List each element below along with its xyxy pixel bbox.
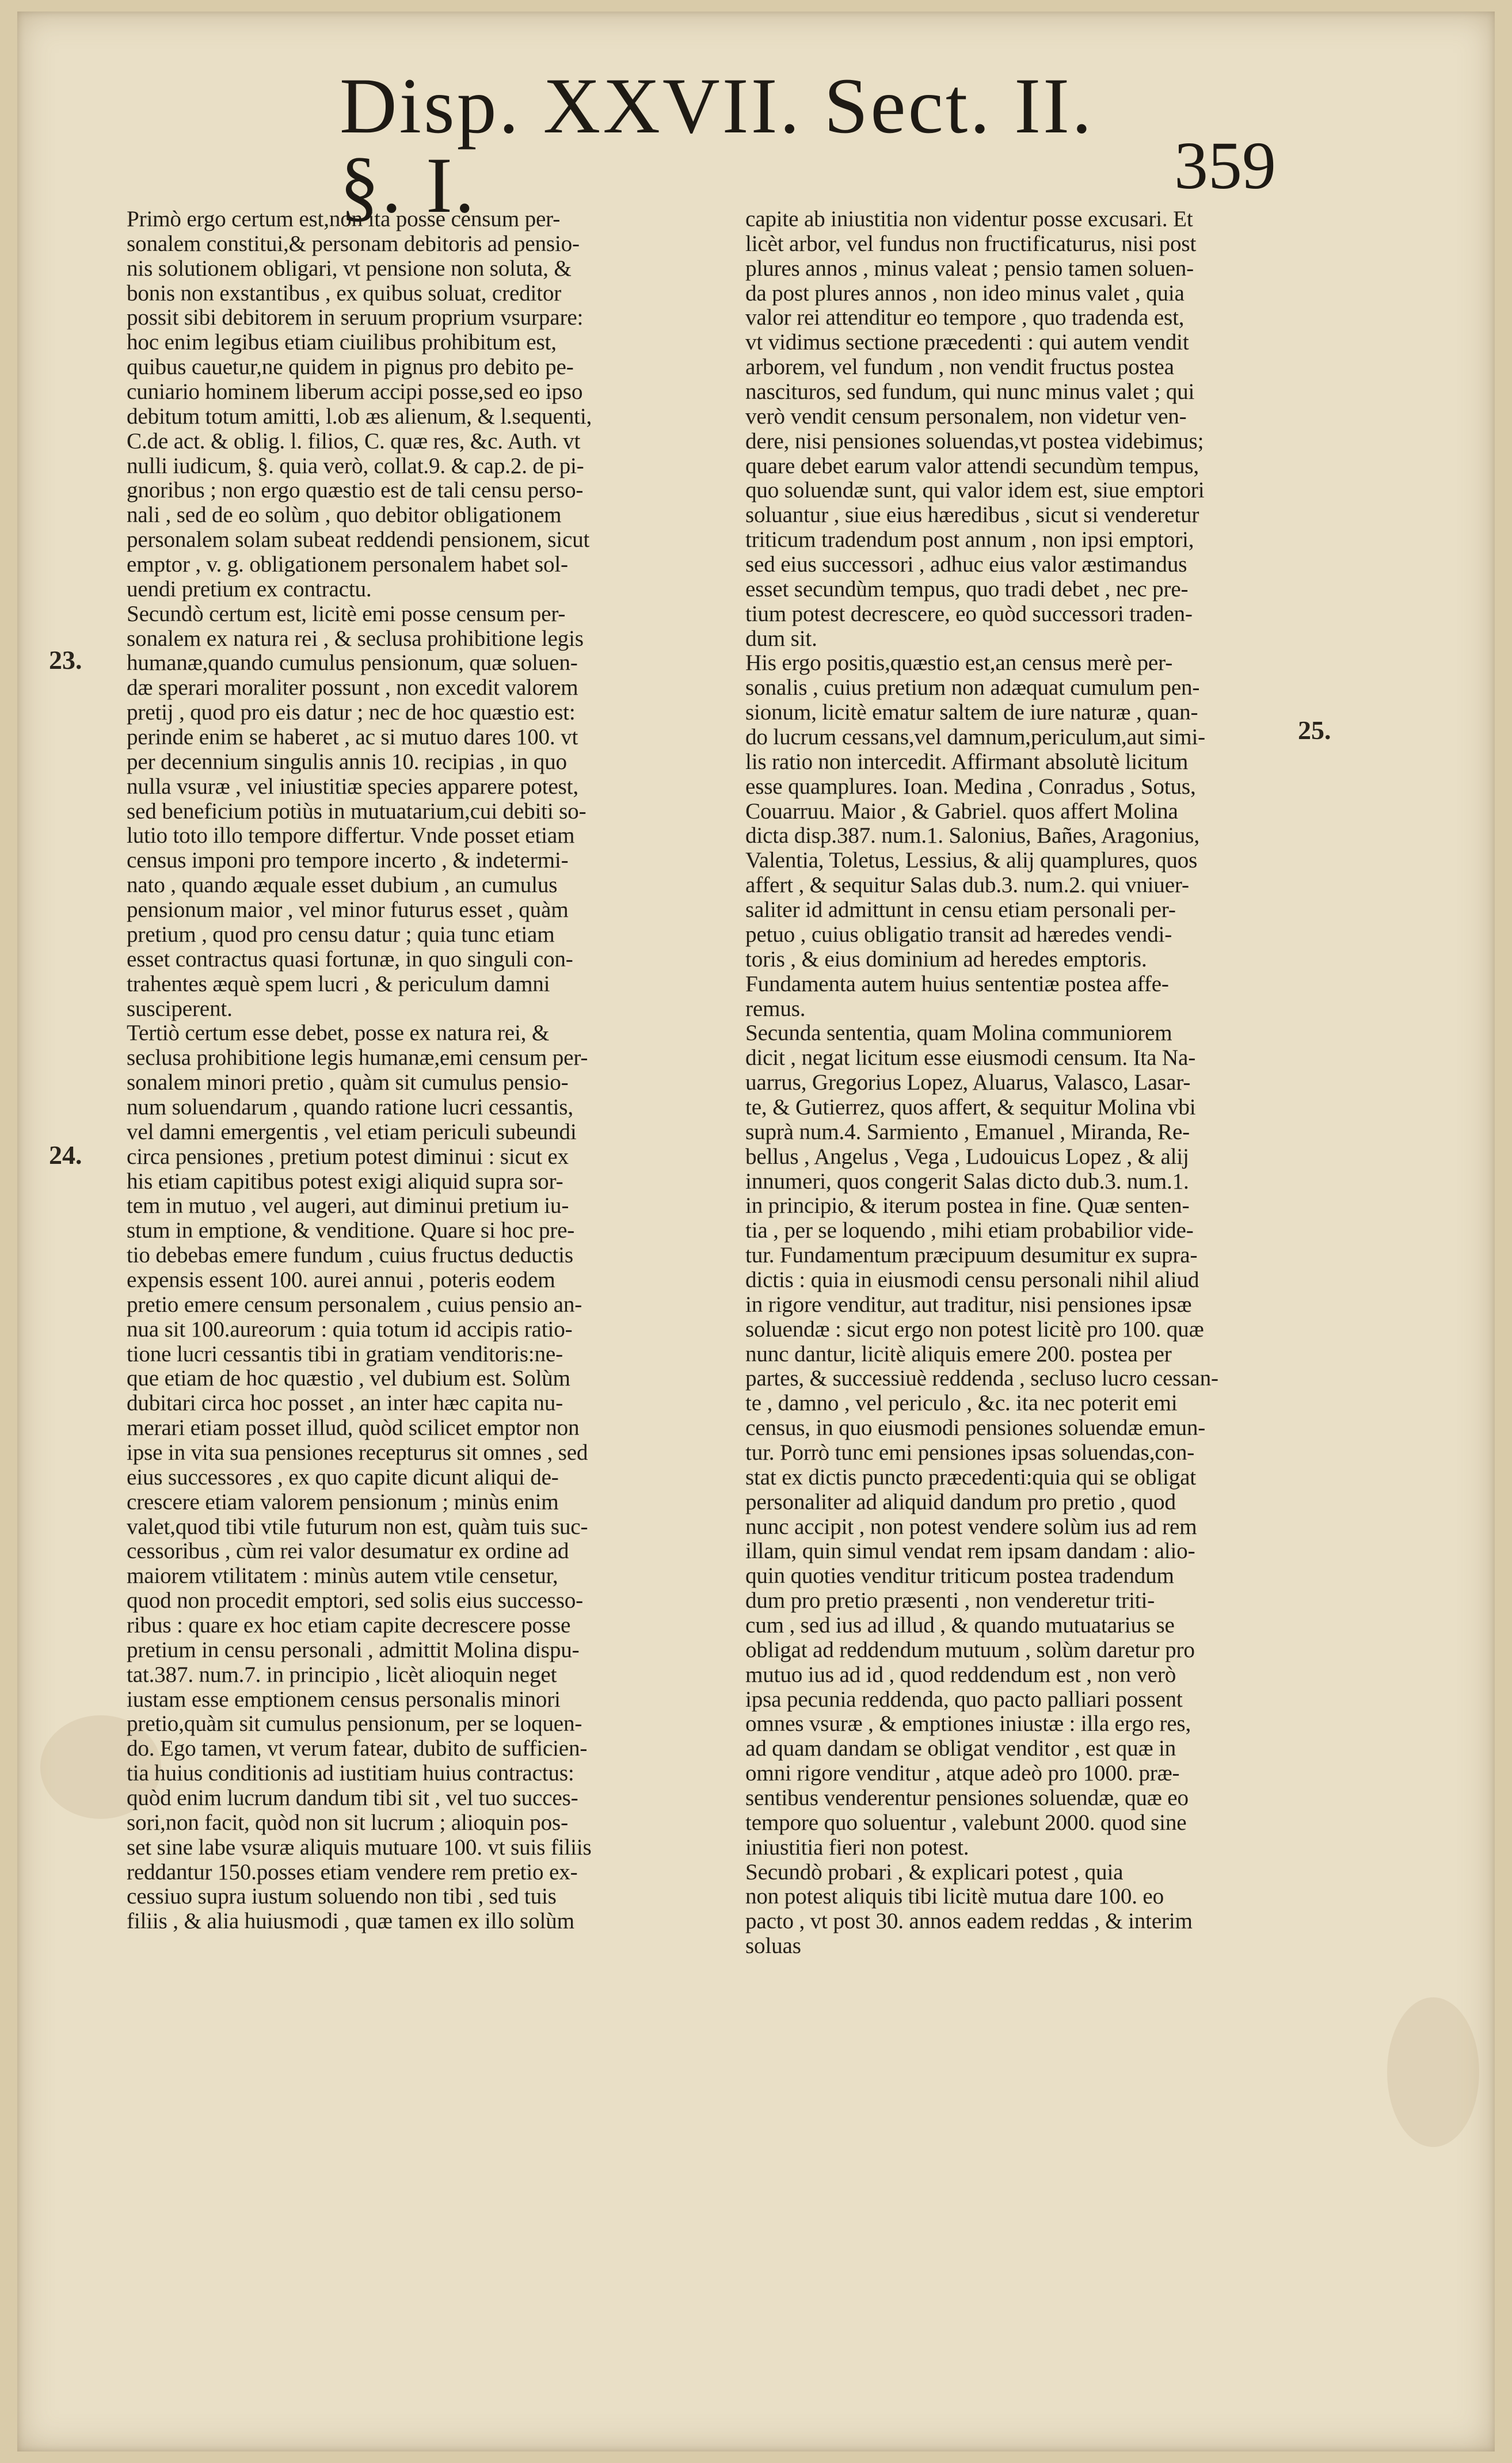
text-line: soluas (745, 1933, 801, 1959)
text-line: filiis , & alia huiusmodi , quæ tamen ex illo solùm (127, 1909, 574, 1934)
text-line: in rigore venditur, aut traditur, nisi pensiones ipsæ (745, 1292, 1192, 1317)
text-line: do lucrum cessans,vel damnum,periculum,aut simi- (745, 725, 1206, 750)
text-line: eius successores , ex quo capite dicunt aliqui de- (127, 1464, 559, 1490)
text-line: uendi pretium ex contractu. (127, 576, 372, 602)
text-line: pretio,quàm sit cumulus pensionum, per se loquen- (127, 1711, 582, 1737)
text-line: esset secundùm tempus, quo tradi debet , nec pre- (745, 576, 1189, 602)
text-line: sionum, licitè ematur saltem de iure naturæ , quan- (745, 700, 1198, 725)
text-line: nunc accipit , non potest vendere solùm ius ad rem (745, 1514, 1197, 1539)
text-line: sentibus venderentur pensiones soluendæ, quæ eo (745, 1786, 1189, 1810)
text-line: nis solutionem obligari, vt pensione non soluta, & (127, 256, 572, 281)
text-line: uarrus, Gregorius Lopez, Aluarus, Valasco, Lasar- (745, 1070, 1191, 1095)
text-line: que etiam de hoc quæstio , vel dubium est. Solùm (127, 1366, 570, 1391)
text-line: licèt arbor, vel fundus non fructificaturus, nisi post (745, 231, 1197, 256)
text-line: esse quamplures. Ioan. Medina , Conradus , Sotus, (745, 774, 1196, 799)
text-line: nulla vsuræ , vel iniustitiæ species apparere potest, (127, 774, 578, 799)
text-line: personaliter ad aliquid dandum pro pretio , quod (745, 1489, 1176, 1514)
text-line: sonalem constitui,& personam debitoris ad pensio- (127, 231, 580, 256)
text-line: pretio emere censum personalem , cuius pensio an- (127, 1292, 582, 1317)
text-line: sonalem ex natura rei , & seclusa prohibitione legis (127, 626, 584, 651)
text-line: quare debet earum valor attendi secundùm tempus, (745, 453, 1199, 478)
text-line: humanæ,quando cumulus pensionum, quæ soluen- (127, 650, 578, 676)
text-line: arborem, vel fundum , non vendit fructus postea (745, 355, 1174, 380)
text-line: sonalis , cuius pretium non adæquat cumulum pen- (745, 675, 1200, 701)
text-line: lutio toto illo tempore differtur. Vnde posset etiam (127, 823, 575, 848)
text-line: esset contractus quasi fortunæ, in quo singuli con- (127, 946, 573, 972)
text-line: ipse in vita sua pensiones recepturus sit omnes , sed (127, 1440, 588, 1465)
text-line: saliter id admittunt in censu etiam personali per- (745, 897, 1176, 923)
text-line: obligat ad reddendum mutuum , solùm daretur pro (745, 1637, 1195, 1662)
text-line: valet,quod tibi vtile futurum non est, quàm tuis suc- (127, 1514, 588, 1539)
text-line: nulli iudicum, §. quia verò, collat.9. & cap.2. de pi- (127, 453, 584, 478)
text-line: ipsa pecunia reddenda, quo pacto palliari possent (745, 1687, 1183, 1712)
text-line: debitum totum amitti, l.ob æs alienum, & l.sequenti, (127, 403, 592, 429)
right-text-column (745, 207, 1292, 1959)
text-line: hoc enim legibus etiam ciuilibus prohibitum est, (127, 330, 557, 355)
text-line: crescere etiam valorem pensionum ; minùs enim (127, 1489, 559, 1514)
text-line: capite ab iniustitia non videntur posse excusari. Et (745, 207, 1193, 231)
text-line: expensis essent 100. aurei annui , poteris eodem (127, 1267, 555, 1292)
text-line: Secundò probari , & explicari potest , quia (745, 1859, 1123, 1885)
text-line: nato , quando æquale esset dubium , an cumulus (127, 873, 558, 898)
page-number: 359 (1174, 128, 1276, 203)
text-line: iniustitia fieri non potest. (745, 1834, 969, 1860)
text-line: census imponi pro tempore incerto , & indetermi- (127, 848, 569, 873)
text-line: Tertiò certum esse debet, posse ex natura rei, & (127, 1021, 550, 1046)
text-line: omnes vsuræ , & emptiones iniustæ : illa ergo res, (745, 1711, 1191, 1737)
text-line: Secundò certum est, licitè emi posse censum per- (127, 601, 566, 626)
text-line: quibus cauetur,ne quidem in pignus pro debito pe- (127, 355, 574, 380)
text-line: bonis non exstantibus , ex quibus soluat, creditor (127, 280, 562, 306)
text-line: tia , per se loquendo , mihi etiam probabilior vide- (745, 1218, 1194, 1243)
text-line: seclusa prohibitione legis humanæ,emi censum per- (127, 1045, 588, 1071)
text-line: te, & Gutierrez, quos affert, & sequitur Molina vbi (745, 1094, 1196, 1120)
text-line: possit sibi debitorem in seruum proprium vsurpare: (127, 305, 584, 330)
text-line: maiorem vtilitatem : minùs autem vtile censetur, (127, 1563, 558, 1589)
text-line: da post plures annos , non ideo minus valet , quia (745, 280, 1185, 306)
text-line: nali , sed de eo solùm , quo debitor obligationem (127, 503, 562, 528)
text-line: cessiuo supra iustum soluendo non tibi , sed tuis (127, 1884, 557, 1909)
text-line: sed eius successori , adhuc eius valor æstimandus (745, 552, 1187, 577)
text-line: Secunda sententia, quam Molina communiorem (745, 1021, 1172, 1046)
text-line: census, in quo eiusmodi pensiones soluendæ emun- (745, 1415, 1206, 1441)
text-line: num soluendarum , quando ratione lucri cessantis, (127, 1094, 573, 1120)
text-line: triticum tradendum post annum , non ipsi emptori, (745, 527, 1194, 553)
text-line: tempore quo soluentur , valebunt 2000. quod sine (745, 1810, 1187, 1835)
text-line: pretium in censu personali , admittit Molina dispu- (127, 1637, 580, 1662)
text-line: illam, quin simul vendat rem ipsam dandam : alio- (745, 1539, 1195, 1564)
text-line: do. Ego tamen, vt verum fatear, dubito de sufficien- (127, 1736, 588, 1761)
text-line: circa pensiones , pretium potest diminui : sicut ex (127, 1144, 569, 1169)
paper-stain (1387, 1997, 1479, 2147)
text-line: vt vidimus sectione præcedenti : qui autem vendit (745, 330, 1189, 355)
text-line: dicit , negat licitum esse eiusmodi censum. Ita Na- (745, 1045, 1196, 1071)
text-line: affert , & sequitur Salas dub.3. num.2. qui vniuer- (745, 873, 1189, 898)
text-line: non potest aliquis tibi licitè mutua dare 100. eo (745, 1884, 1164, 1909)
text-line: nascituros, sed fundum, qui nunc minus valet ; qui (745, 379, 1195, 405)
text-line: tur. Porrò tunc emi pensiones ipsas soluendas,con- (745, 1440, 1195, 1465)
text-line: tat.387. num.7. in principio , licèt alioquin neget (127, 1662, 557, 1687)
text-line: nunc dantur, licitè aliquis emere 200. postea per (745, 1341, 1172, 1366)
text-line: Fundamenta autem huius sententiæ postea affe- (745, 971, 1169, 996)
text-line: soluantur , siue eius hæredibus , sicut si venderetur (745, 503, 1199, 528)
text-line: bellus , Angelus , Vega , Ludouicus Lopez , & alij (745, 1144, 1189, 1169)
text-line: sed beneficium potiùs in mutuatarium,cui debiti so- (127, 798, 586, 824)
left-text-column (127, 207, 702, 1934)
text-line: lis ratio non intercedit. Affirmant absolutè licitum (745, 749, 1189, 774)
text-line: Valentia, Toletus, Lessius, & alij quamplures, quos (745, 848, 1198, 873)
text-line: omni rigore venditur , atque adeò pro 1000. præ- (745, 1761, 1180, 1786)
running-header: Disp. XXVII. Sect. II. §. I. (340, 62, 1094, 229)
text-line: quin quoties venditur triticum postea tradendum (745, 1563, 1174, 1589)
text-line: tem in mutuo , vel augeri, aut diminui pretium iu- (127, 1193, 569, 1219)
text-line: partes, & successiuè reddenda , secluso lucro cessan- (745, 1366, 1218, 1391)
text-line: petuo , cuius obligatio transit ad hæredes vendi- (745, 922, 1172, 947)
text-line: pensionum maior , vel minor futurus esset , quàm (127, 897, 569, 923)
text-line: Primò ergo certum est,non ita posse censum per- (127, 207, 561, 231)
text-line: trahentes æquè spem lucri , & periculum damni (127, 971, 550, 996)
text-line: reddantur 150.posses etiam vendere rem pretio ex- (127, 1859, 578, 1885)
text-line: dere, nisi pensiones soluendas,vt postea videbimus; (745, 428, 1204, 454)
text-line: Couarruu. Maior , & Gabriel. quos affert Molina (745, 798, 1178, 824)
text-line: stum in emptione, & venditione. Quare si hoc pre- (127, 1218, 575, 1243)
text-line: dum sit. (745, 626, 817, 651)
text-line: te , damno , vel periculo , &c. ita nec poterit emi (745, 1391, 1178, 1416)
text-line: remus. (745, 996, 806, 1021)
margin-number-24: 24. (49, 1140, 82, 1170)
margin-number-23: 23. (49, 645, 82, 675)
text-line: toris , & eius dominium ad heredes emptoris. (745, 946, 1147, 972)
text-line: emptor , v. g. obligationem personalem habet sol- (127, 552, 568, 577)
text-line: gnoribus ; non ergo quæstio est de tali censu perso- (127, 478, 584, 503)
text-line: susciperent. (127, 996, 233, 1021)
text-line: pacto , vt post 30. annos eadem reddas , & interim (745, 1909, 1193, 1934)
text-line: suprà num.4. Sarmiento , Emanuel , Miranda, Re- (745, 1119, 1190, 1144)
text-line: tium potest decrescere, eo quòd successori traden- (745, 601, 1193, 626)
text-line: quo soluendæ sunt, qui valor idem est, siue emptori (745, 478, 1205, 503)
text-line: innumeri, quos congerit Salas dicto dub.3. num.1. (745, 1168, 1189, 1194)
text-line: valor rei attenditur eo tempore , quo tradenda est, (745, 305, 1185, 330)
text-line: ribus : quare ex hoc etiam capite decrescere posse (127, 1612, 571, 1638)
text-line: C.de act. & oblig. l. filios, C. quæ res, &c. Auth. vt (127, 428, 581, 454)
text-line: personalem solam subeat reddendi pensionem, sicut (127, 527, 590, 553)
text-line: quod non procedit emptori, sed solis eius successo- (127, 1588, 584, 1613)
text-line: in principio, & iterum postea in fine. Quæ senten- (745, 1193, 1190, 1219)
text-line: His ergo positis,quæstio est,an census merè per- (745, 650, 1173, 676)
text-line: tio debebas emere fundum , cuius fructus deductis (127, 1243, 573, 1268)
text-line: pretium , quod pro censu datur ; quia tunc etiam (127, 922, 555, 947)
text-line: dubitari circa hoc posset , an inter hæc capita nu- (127, 1391, 563, 1416)
text-line: dictis : quia in eiusmodi censu personali nihil aliud (745, 1267, 1199, 1292)
text-line: cum , sed ius ad illud , & quando mutuatarius se (745, 1612, 1175, 1638)
text-line: his etiam capitibus potest exigi aliquid supra sor- (127, 1168, 563, 1194)
text-line: set sine labe vsuræ aliquis mutuare 100. vt suis filiis (127, 1834, 592, 1860)
text-line: tia huius conditionis ad iustitiam huius contractus: (127, 1761, 574, 1786)
text-line: verò vendit censum personalem, non videtur ven- (745, 403, 1187, 429)
text-line: pretij , quod pro eis datur ; nec de hoc quæstio est: (127, 700, 576, 725)
margin-number-25: 25. (1298, 715, 1331, 745)
text-line: quòd enim lucrum dandum tibi sit , vel tuo succes- (127, 1786, 578, 1810)
text-line: mutuo ius ad id , quod reddendum est , non verò (745, 1662, 1176, 1687)
text-line: tione lucri cessantis tibi in gratiam venditoris:ne- (127, 1341, 563, 1366)
text-line: merari etiam posset illud, quòd scilicet emptor non (127, 1415, 580, 1441)
text-line: sonalem minori pretio , quàm sit cumulus pensio- (127, 1070, 569, 1095)
text-line: iustam esse emptionem census personalis minori (127, 1687, 561, 1712)
text-line: stat ex dictis puncto præcedenti:quia qui se obligat (745, 1464, 1196, 1490)
text-line: sori,non facit, quòd non sit lucrum ; alioquin pos- (127, 1810, 568, 1835)
text-line: soluendæ : sicut ergo non potest licitè pro 100. quæ (745, 1316, 1204, 1342)
text-line: tur. Fundamentum præcipuum desumitur ex supra- (745, 1243, 1198, 1268)
text-line: cuniario hominem liberum accipi posse,sed eo ipso (127, 379, 583, 405)
text-line: dicta disp.387. num.1. Salonius, Bañes, Aragonius, (745, 823, 1199, 848)
text-line: dum pro pretio præsenti , non venderetur triti- (745, 1588, 1155, 1613)
book-page (17, 12, 1495, 2451)
text-line: perinde enim se haberet , ac si mutuo dares 100. vt (127, 725, 578, 750)
text-line: nua sit 100.aureorum : quia totum id accipis ratio- (127, 1316, 573, 1342)
text-line: per decennium singulis annis 10. recipias , in quo (127, 749, 567, 774)
text-line: ad quam dandam se obligat venditor , est quæ in (745, 1736, 1176, 1761)
text-line: dæ sperari moraliter possunt , non excedit valorem (127, 675, 578, 701)
text-line: vel damni emergentis , vel etiam periculi subeundi (127, 1119, 577, 1144)
text-line: cessoribus , cùm rei valor desumatur ex ordine ad (127, 1539, 569, 1564)
text-line: plures annos , minus valeat ; pensio tamen soluen- (745, 256, 1194, 281)
